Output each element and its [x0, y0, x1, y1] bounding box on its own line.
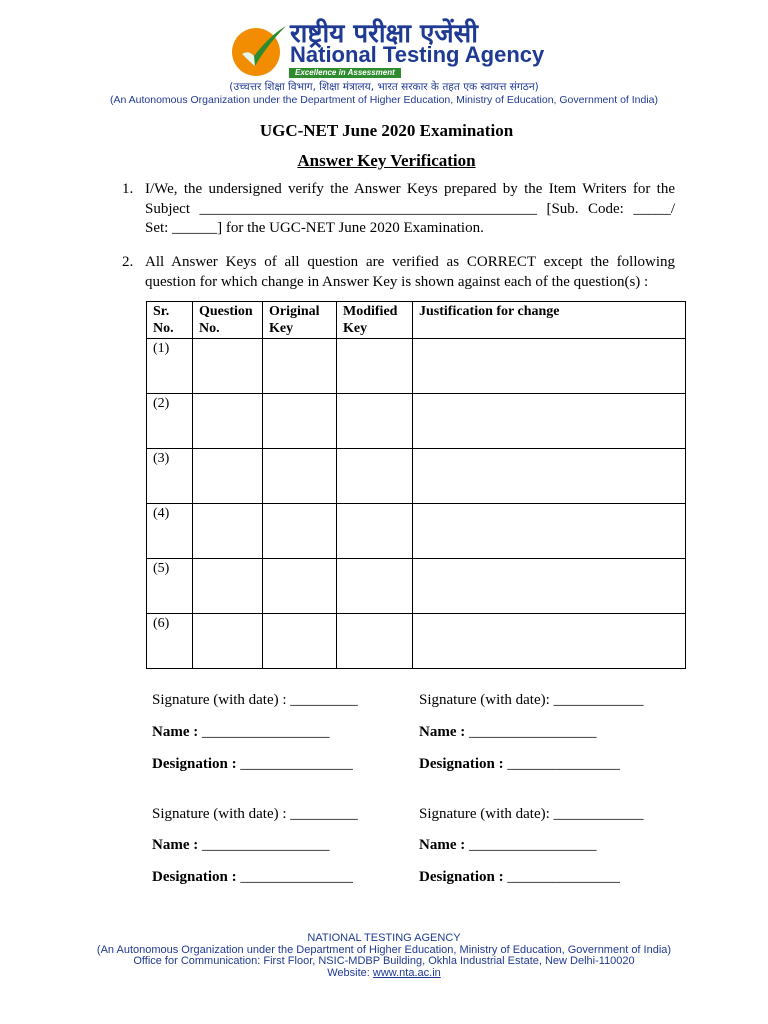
name-blank: _________________ — [198, 724, 330, 740]
designation-label: Designation : — [152, 756, 237, 772]
nta-logo-icon — [228, 18, 288, 78]
tagline-badge: Excellence in Assessment — [289, 68, 401, 78]
justification-cell[interactable] — [413, 559, 686, 614]
table-header-row — [147, 302, 686, 339]
designation-line-left[interactable] — [152, 869, 353, 886]
website-link[interactable]: www.nta.ac.in — [372, 966, 441, 979]
footer-website-line — [0, 968, 768, 980]
designation-label: Designation : — [419, 756, 504, 772]
justification-cell[interactable] — [413, 504, 686, 559]
item-2-text: All Answer Keys of all question are verified as CORRECT except the following question for which change in Answer Key is shown against each of the question(s) : — [145, 254, 675, 290]
row-number: (3) — [147, 449, 193, 504]
name-line-right[interactable] — [419, 837, 596, 854]
modified-key-cell[interactable] — [337, 339, 413, 394]
table-row — [147, 339, 686, 394]
designation-blank: _______________ — [503, 869, 620, 885]
name-label: Name : — [152, 724, 199, 740]
item-2-number: 2. — [122, 254, 134, 270]
name-line-left[interactable] — [152, 837, 329, 854]
original-key-cell[interactable] — [263, 504, 337, 559]
table-row — [147, 449, 686, 504]
modified-key-cell[interactable] — [337, 504, 413, 559]
hindi-agency-title: राष्ट्रीय परीक्षा एजेंसी — [290, 19, 478, 49]
justification-cell[interactable] — [413, 339, 686, 394]
agency-title: National Testing Agency — [290, 42, 545, 67]
english-subtitle: (An Autonomous Organization under the Department of Higher Education, Ministry of Education, Government of India) — [109, 94, 659, 106]
name-label: Name : — [419, 724, 466, 740]
justification-cell[interactable] — [413, 614, 686, 669]
footer-org: NATIONAL TESTING AGENCY — [307, 932, 461, 944]
name-line-left[interactable] — [152, 724, 329, 741]
row-number: (2) — [147, 394, 193, 449]
signature-line-left[interactable]: Signature (with date) : _________ — [152, 692, 358, 708]
designation-label: Designation : — [419, 869, 504, 885]
question-no-cell[interactable] — [193, 559, 263, 614]
row-number: (4) — [147, 504, 193, 559]
table-row — [147, 614, 686, 669]
hindi-subtitle: (उच्चत्तर शिक्षा विभाग, शिक्षा मंत्रालय, भारत सरकार के तहत एक स्वायत्त संगठन) — [229, 81, 539, 93]
designation-line-right[interactable] — [419, 869, 620, 886]
row-number: (1) — [147, 339, 193, 394]
modified-key-cell[interactable] — [337, 614, 413, 669]
name-line-right[interactable] — [419, 724, 596, 741]
header-justification: Justification for change — [413, 302, 686, 339]
header-original-key: Original Key — [263, 302, 337, 339]
answer-key-table — [146, 301, 686, 669]
item-1-text: I/We, the undersigned verify the Answer Keys prepared by the Item Writers for the Subject _____________________________________________ [Sub. Code: _____/ Set: ______] for the UGC-NET June 2020 Examination. — [145, 181, 675, 236]
header-modified-key: Modified Key — [337, 302, 413, 339]
website-label: Website: — [327, 966, 373, 979]
table-row — [147, 559, 686, 614]
name-label: Name : — [152, 837, 199, 853]
question-no-cell[interactable] — [193, 394, 263, 449]
form-title — [0, 151, 768, 171]
designation-blank: _______________ — [503, 756, 620, 772]
row-number: (6) — [147, 614, 193, 669]
item-2 — [122, 253, 675, 292]
header-question-no: Question No. — [193, 302, 263, 339]
footer-address: Office for Communication: First Floor, NSIC-MDBP Building, Okhla Industrial Estate, New Delhi-110020 — [133, 955, 635, 967]
original-key-cell[interactable] — [263, 559, 337, 614]
question-no-cell[interactable] — [193, 504, 263, 559]
modified-key-cell[interactable] — [337, 394, 413, 449]
modified-key-cell[interactable] — [337, 449, 413, 504]
logo-circle-orange — [232, 28, 280, 76]
exam-title: UGC-NET June 2020 Examination — [259, 121, 514, 140]
question-no-cell[interactable] — [193, 339, 263, 394]
name-blank: _________________ — [198, 837, 330, 853]
justification-cell[interactable] — [413, 394, 686, 449]
table-row — [147, 394, 686, 449]
question-no-cell[interactable] — [193, 449, 263, 504]
modified-key-cell[interactable] — [337, 559, 413, 614]
footer-org-description: (An Autonomous Organization under the Department of Higher Education, Ministry of Education, Government of India) — [96, 943, 672, 956]
designation-label: Designation : — [152, 869, 237, 885]
original-key-cell[interactable] — [263, 449, 337, 504]
name-blank: _________________ — [465, 724, 597, 740]
footer — [0, 933, 768, 979]
signature-line-right[interactable]: Signature (with date): ____________ — [419, 692, 644, 708]
item-1 — [122, 180, 675, 239]
row-number: (5) — [147, 559, 193, 614]
question-no-cell[interactable] — [193, 614, 263, 669]
designation-blank: _______________ — [236, 756, 353, 772]
designation-blank: _______________ — [236, 869, 353, 885]
name-label: Name : — [419, 837, 466, 853]
signature-line-left[interactable]: Signature (with date) : _________ — [152, 806, 358, 822]
original-key-cell[interactable] — [263, 339, 337, 394]
designation-line-right[interactable] — [419, 756, 620, 773]
item-1-number: 1. — [122, 181, 134, 197]
signature-line-right[interactable]: Signature (with date): ____________ — [419, 806, 644, 822]
name-blank: _________________ — [465, 837, 597, 853]
designation-line-left[interactable] — [152, 756, 353, 773]
table-row — [147, 504, 686, 559]
justification-cell[interactable] — [413, 449, 686, 504]
form-title-text: Answer Key Verification — [297, 151, 476, 170]
original-key-cell[interactable] — [263, 614, 337, 669]
header-sr-no: Sr. No. — [147, 302, 193, 339]
original-key-cell[interactable] — [263, 394, 337, 449]
